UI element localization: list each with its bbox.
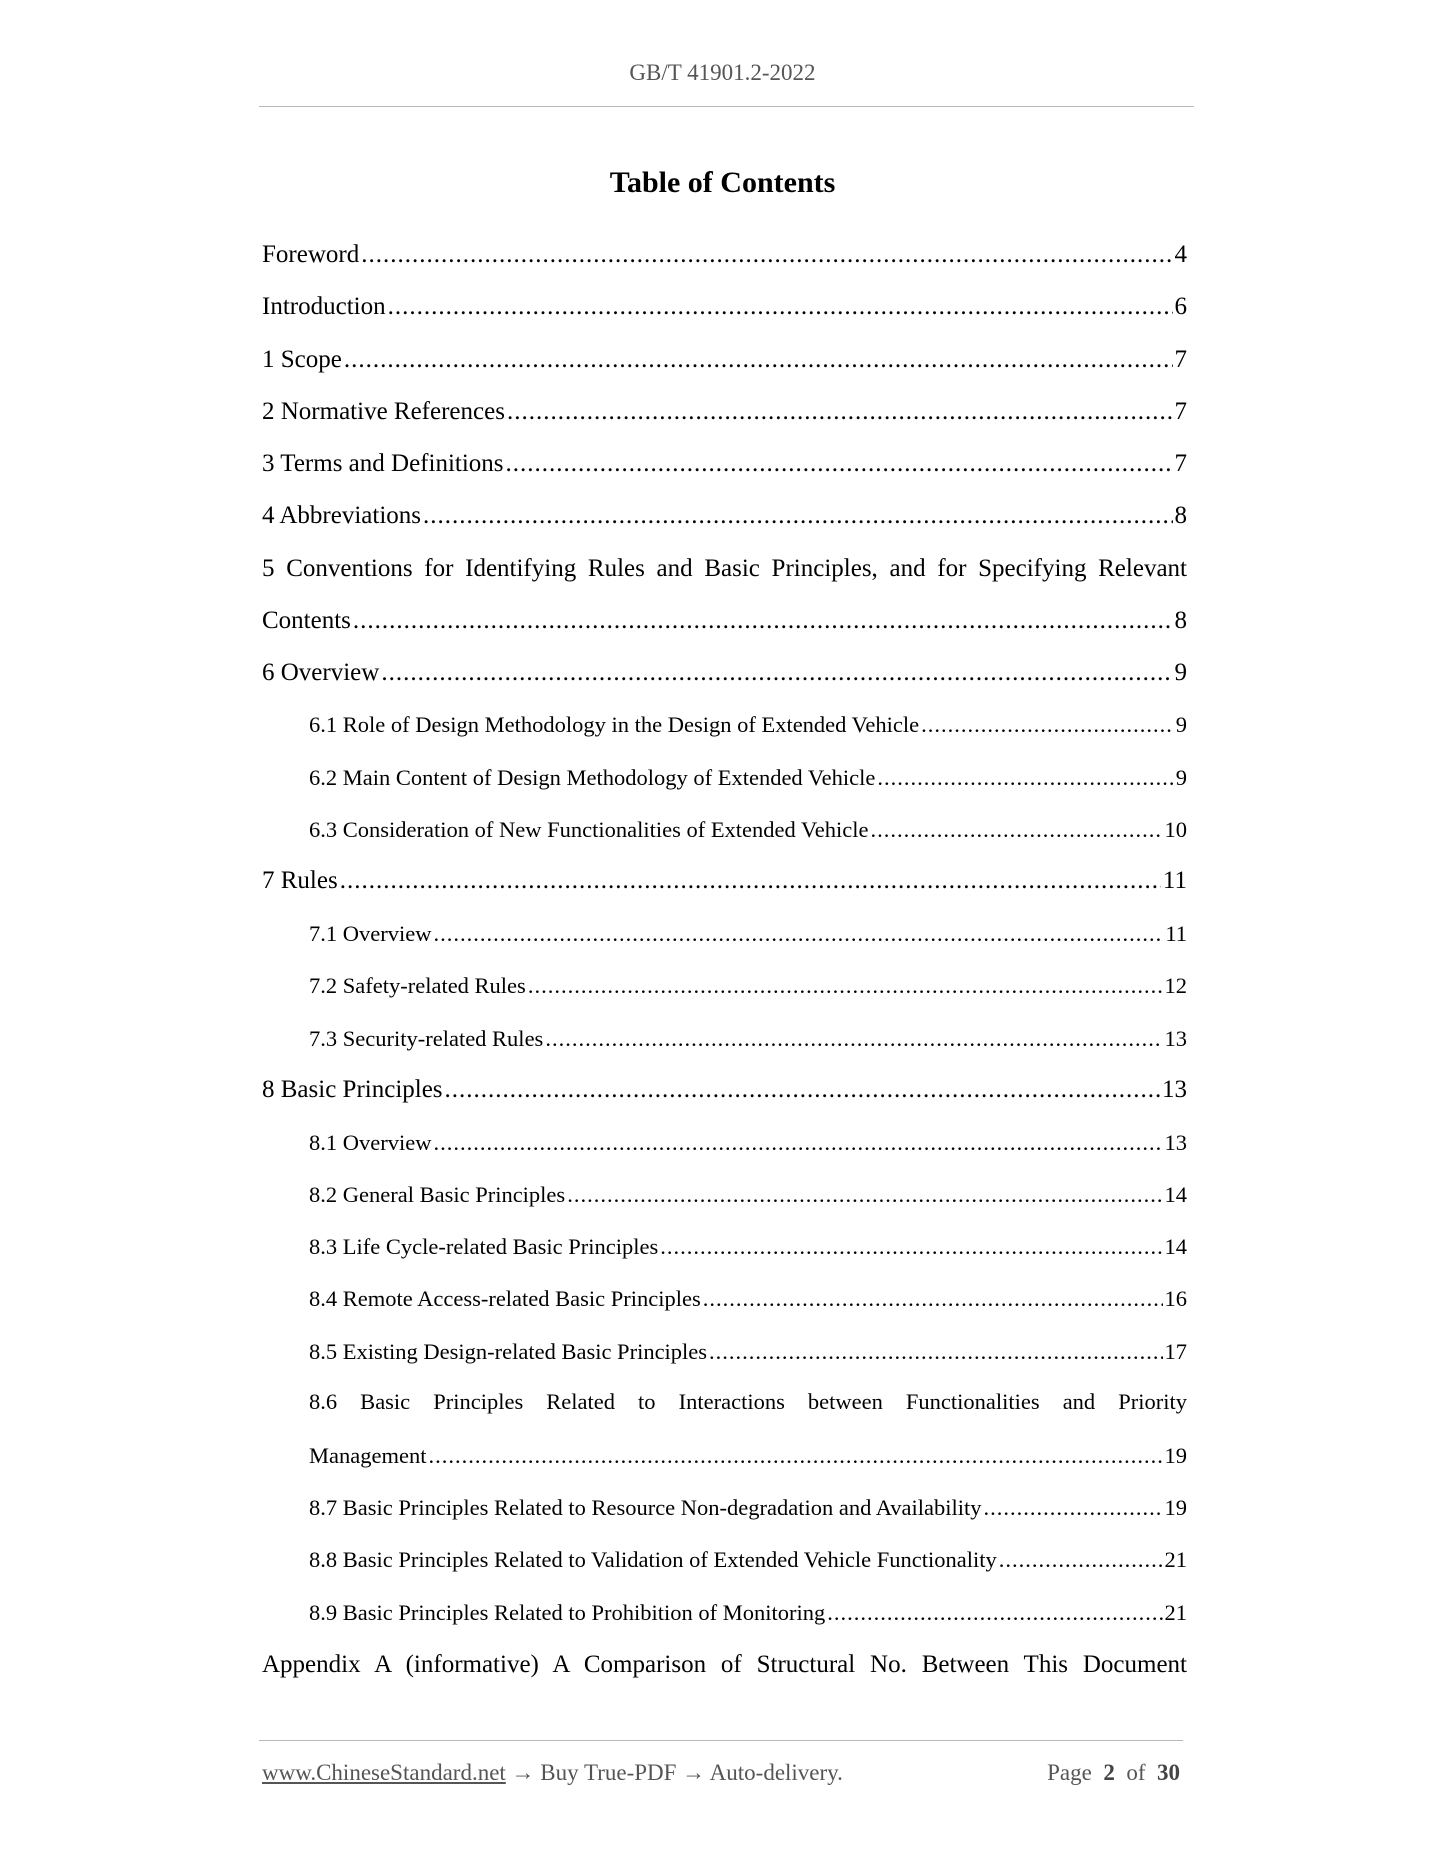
toc-entry-label: 8.4 Remote Access-related Basic Principles	[309, 1286, 701, 1312]
page-of: of	[1126, 1760, 1146, 1785]
toc-entry[interactable]	[262, 1108, 1187, 1160]
toc-entry-page: 4	[1174, 241, 1187, 269]
toc-entry[interactable]	[262, 743, 1187, 795]
toc-entry-page: 13	[1162, 1076, 1187, 1104]
website-link[interactable]: www.ChineseStandard.net	[262, 1760, 506, 1785]
toc-leader-dots	[381, 660, 1172, 691]
toc-entry-page: 10	[1164, 816, 1187, 842]
toc-entry[interactable]	[262, 795, 1187, 847]
toc-leader-dots	[433, 1132, 1162, 1161]
toc-entry[interactable]	[262, 847, 1187, 899]
toc-entry-page: 8	[1174, 606, 1187, 634]
toc-entry[interactable]	[262, 1056, 1187, 1108]
toc-entry-label: 8.3 Life Cycle-related Basic Principles	[309, 1234, 659, 1260]
toc-entry-label: 2 Normative References	[262, 397, 505, 425]
toc-leader-dots	[344, 347, 1173, 378]
toc-entry-page: 7	[1174, 397, 1187, 425]
toc-entry-label: 8.8 Basic Principles Related to Validation of Extended Vehicle Functionality	[309, 1547, 997, 1573]
toc-entry[interactable]	[262, 325, 1187, 377]
page-title: Table of Contents	[609, 166, 836, 199]
toc-entry-page: 6	[1174, 293, 1187, 321]
toc-entry-page: 19	[1164, 1495, 1187, 1521]
toc-leader-dots	[567, 1184, 1162, 1213]
page-current: 2	[1103, 1760, 1115, 1785]
toc-entry-label: 6.2 Main Content of Design Methodology of Extended Vehicle	[309, 764, 876, 790]
toc-entry[interactable]	[262, 899, 1187, 951]
toc-leader-dots	[507, 399, 1173, 430]
toc-entry-label: Appendix A (informative) A Comparison of Structural No. Between This Document	[262, 1651, 1187, 1679]
toc-entry-label-line1: 5 Conventions for Identifying Rules and Basic Principles, and for Specifying Relevant	[262, 555, 1187, 583]
footer-left	[262, 1760, 843, 1786]
toc-entry-label: 8.5 Existing Design-related Basic Principles	[309, 1338, 708, 1364]
toc-entry-label: 6.1 Role of Design Methodology in the Design of Extended Vehicle	[309, 712, 920, 738]
toc-leader-dots	[423, 503, 1172, 534]
toc-entry-page: 9	[1175, 764, 1187, 790]
toc-entry-page: 14	[1164, 1182, 1187, 1208]
toc-entry[interactable]	[262, 534, 1187, 638]
doc-id: GB/T 41901.2-2022	[629, 60, 816, 85]
toc-leader-dots	[388, 294, 1173, 325]
toc-entry-label-line1: 8.6 Basic Principles Related to Interactions between Functionalities and Priority	[309, 1389, 1187, 1415]
toc-entry[interactable]	[262, 1526, 1187, 1578]
toc-entry-page: 21	[1164, 1547, 1187, 1573]
toc-entry-page: 11	[1162, 867, 1187, 895]
toc-entry-label: 8.9 Basic Principles Related to Prohibition of Monitoring	[309, 1599, 826, 1625]
toc-entry-page: 7	[1174, 449, 1187, 477]
toc-entry-page: 21	[1164, 1599, 1187, 1625]
document-footer	[262, 1760, 1180, 1786]
toc-entry-continued[interactable]	[262, 1630, 1187, 1682]
toc-entry-label: 1 Scope	[262, 345, 342, 373]
toc-entry-page: 9	[1174, 658, 1187, 686]
toc-entry-label: 6 Overview	[262, 658, 380, 686]
toc-leader-dots	[361, 242, 1172, 273]
toc-leader-dots	[709, 1341, 1162, 1370]
toc-entry[interactable]	[262, 1369, 1187, 1473]
toc-entry-label: 8.7 Basic Principles Related to Resource Non-degradation and Availability	[309, 1495, 982, 1521]
toc-entry-label: 8 Basic Principles	[262, 1076, 443, 1104]
footer-divider	[259, 1740, 1183, 1741]
toc-entry-label: Contents	[262, 606, 351, 634]
toc-entry-page: 17	[1164, 1338, 1187, 1364]
toc-entry-page: 13	[1164, 1129, 1187, 1155]
toc-entry[interactable]	[262, 273, 1187, 325]
toc-leader-dots	[340, 868, 1161, 899]
toc-leader-dots	[921, 714, 1174, 743]
toc-entry-page: 7	[1174, 345, 1187, 373]
toc-entry-label: 7.3 Security-related Rules	[309, 1025, 544, 1051]
toc-entry-label: 8.1 Overview	[309, 1129, 432, 1155]
page-counter	[1047, 1760, 1180, 1786]
page-total: 30	[1157, 1760, 1180, 1785]
toc-entry[interactable]	[262, 430, 1187, 482]
toc-entry-label: Foreword	[262, 241, 360, 269]
toc-leader-dots	[506, 451, 1173, 482]
toc-entry[interactable]	[262, 639, 1187, 691]
footer-tagline: → Buy True-PDF → Auto-delivery.	[511, 1760, 843, 1785]
toc-entry[interactable]	[262, 691, 1187, 743]
toc-entry-label: 3 Terms and Definitions	[262, 449, 504, 477]
toc-entry-label: 4 Abbreviations	[262, 502, 422, 530]
toc-entry-page: 14	[1164, 1234, 1187, 1260]
toc-entry-label: 7.2 Safety-related Rules	[309, 973, 526, 999]
toc-entry-label: 6.3 Consideration of New Functionalities of Extended Vehicle	[309, 816, 869, 842]
toc-leader-dots	[999, 1549, 1163, 1578]
toc-leader-dots	[445, 1077, 1160, 1108]
toc-leader-dots	[433, 923, 1163, 952]
toc-leader-dots	[827, 1602, 1162, 1631]
toc-entry-page: 16	[1164, 1286, 1187, 1312]
toc-entry[interactable]	[262, 1265, 1187, 1317]
toc-entry-label: 8.2 General Basic Principles	[309, 1182, 566, 1208]
toc-entry-page: 13	[1164, 1025, 1187, 1051]
toc-leader-dots	[984, 1497, 1163, 1526]
toc-entry[interactable]	[262, 221, 1187, 273]
document-header	[0, 60, 1445, 86]
toc-entry-page: 11	[1165, 921, 1187, 947]
toc-entry-label: 7 Rules	[262, 867, 338, 895]
toc-entry[interactable]	[262, 378, 1187, 430]
toc-entry[interactable]	[262, 952, 1187, 1004]
toc-entry[interactable]	[262, 1213, 1187, 1265]
toc-entry[interactable]	[262, 1317, 1187, 1369]
table-of-contents	[262, 221, 1187, 1682]
toc-entry-page: 12	[1164, 973, 1187, 999]
page-prefix: Page	[1047, 1760, 1092, 1785]
toc-entry-label: 7.1 Overview	[309, 921, 432, 947]
toc-leader-dots	[528, 975, 1163, 1004]
toc-entry-page: 8	[1174, 502, 1187, 530]
toc-leader-dots	[660, 1236, 1162, 1265]
toc-leader-dots	[870, 819, 1162, 848]
toc-leader-dots	[353, 608, 1173, 639]
toc-entry-page: 9	[1175, 712, 1187, 738]
toc-entry-page: 19	[1164, 1443, 1187, 1468]
toc-entry[interactable]	[262, 1474, 1187, 1526]
toc-entry-label: Management	[309, 1443, 427, 1468]
toc-leader-dots	[703, 1288, 1163, 1317]
toc-leader-dots	[428, 1445, 1162, 1474]
toc-leader-dots	[877, 767, 1173, 796]
toc-entry[interactable]	[262, 1160, 1187, 1212]
toc-entry[interactable]	[262, 482, 1187, 534]
header-divider	[259, 106, 1194, 107]
toc-leader-dots	[545, 1028, 1162, 1057]
toc-entry[interactable]	[262, 1578, 1187, 1630]
toc-entry[interactable]	[262, 1004, 1187, 1056]
toc-entry-label: Introduction	[262, 293, 386, 321]
